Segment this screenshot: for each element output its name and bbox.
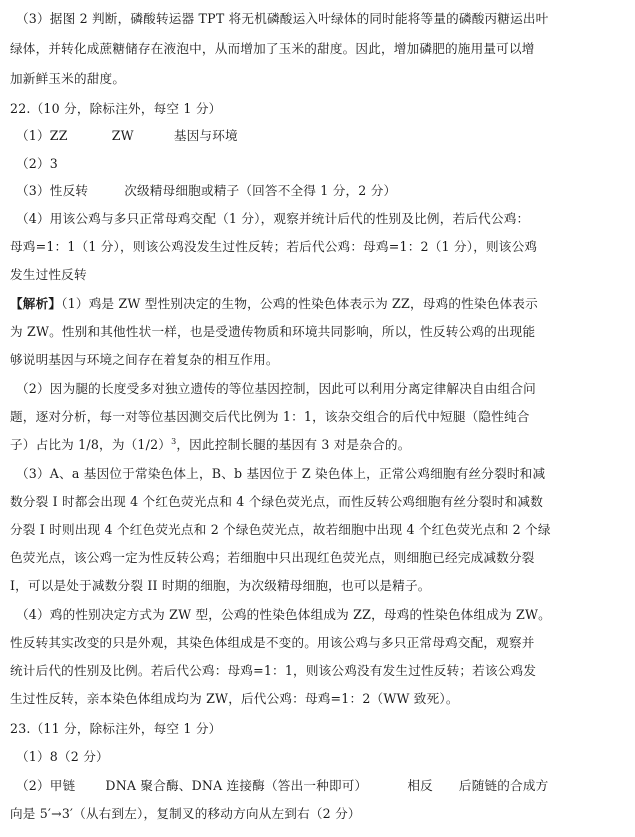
text-line: 分裂 I 时则出现 4 个红色荧光点和 2 个绿色荧光点，故若细胞中出现 4 个红色荧光点和 2 个绿: [10, 522, 551, 537]
text-line: 统计后代的性别及比例。若后代公鸡：母鸡=1：1，则该公鸡没有发生过性反转；若该公鸡发: [10, 663, 537, 678]
text-line: 生过性反转，亲本染色体组成均为 ZW，后代公鸡：母鸡=1：2（WW 致死）。: [10, 691, 459, 706]
question-22-heading: 22.（10 分，除标注外，每空 1 分）: [10, 101, 222, 116]
text-line: 为 ZW。性别和其他性状一样，也是受遗传物质和环境共同影响，所以，性反转公鸡的出现能: [10, 324, 536, 339]
analysis-text: （1）鸡是 ZW 型性别决定的生物，公鸡的性染色体表示为 ZZ，母鸡的性染色体表示: [61, 296, 538, 311]
answer-23-2-c: 相反: [407, 778, 433, 793]
text-line: 数分裂 I 时都会出现 4 个红色荧光点和 4 个绿色荧光点，而性反转公鸡细胞有丝分裂时和减数: [10, 494, 543, 509]
analysis-paragraph-1: [10, 295, 615, 313]
text-line: 性反转其实改变的只是外观，其染色体组成是不变的。用该公鸡与多只正常母鸡交配，观察并: [10, 635, 535, 650]
text-line: 母鸡=1：1（1 分），则该公鸡没发生过性反转；若后代公鸡：母鸡=1：2（1 分），则该公鸡: [10, 239, 538, 254]
text-line: （3）据图 2 判断，磷酸转运器 TPT 将无机磷酸运入叶绿体的同时能将等量的磷酸丙糖运出叶: [16, 11, 549, 26]
text-line: I，可以是处于减数分裂 II 时期的细胞，为次级精母细胞，也可以是精子。: [10, 578, 431, 593]
answer-22-3-b: 次级精母细胞或精子（回答不全得 1 分，2 分）: [124, 183, 397, 198]
answer-22-2: （2）3: [16, 156, 59, 171]
answer-22-1-b: ZW: [111, 128, 134, 143]
text-line: 色荧光点，该公鸡一定为性反转公鸡；若细胞中只出现红色荧光点，则细胞已经完成减数分裂: [10, 550, 535, 565]
text-segment: 子）占比为 1/8，为（1/2）: [10, 437, 172, 452]
analysis-paragraph-4: （4）鸡的性别决定方式为 ZW 型，公鸡的性染色体组成为 ZZ，母鸡的性染色体组成为 ZW。: [16, 607, 551, 622]
text-line: 题，逐对分析，每一对等位基因测交后代比例为 1：1，该杂交组合的后代中短腿（隐性纯合: [10, 409, 530, 424]
answer-23-1: （1）8（2 分）: [16, 749, 109, 764]
text-line: 绿体，并转化成蔗糖储存在液泡中，从而增加了玉米的甜度。因此，增加磷肥的施用量可以增: [10, 41, 535, 56]
text-line: 发生过性反转: [10, 267, 87, 282]
answer-22-4: （4）用该公鸡与多只正常母鸡交配（1 分），观察并统计后代的性别及比例，若后代公鸡：: [16, 211, 530, 226]
text-segment: ，因此控制长腿的基因有 3 对是杂合的。: [176, 437, 411, 452]
analysis-label: 【解析】: [10, 296, 62, 311]
text-line: 够说明基因与环境之间存在着复杂的相互作用。: [10, 352, 279, 367]
text-line: 加新鲜玉米的甜度。: [10, 71, 126, 86]
analysis-paragraph-3: （3）A、a 基因位于常染色体上，B、b 基因位于 Z 染色体上，正常公鸡细胞有丝分裂时和减: [16, 466, 546, 481]
answer-22-3: [16, 182, 621, 200]
answer-23-2-d: 后随链的合成方: [458, 778, 549, 793]
answer-23-2-b: DNA 聚合酶、DNA 连接酶（答出一种即可）: [105, 778, 368, 793]
answer-22-1-a: （1）ZZ: [16, 128, 68, 143]
analysis-paragraph-2: （2）因为腿的长度受多对独立遗传的等位基因控制，因此可以利用分离定律解决自由组合问: [16, 381, 536, 396]
answer-22-1-c: 基因与环境: [173, 128, 238, 143]
answer-22-3-a: （3）性反转: [16, 183, 89, 198]
superscript: 3: [171, 436, 177, 446]
answer-22-1: [16, 127, 621, 145]
text-line: [10, 436, 615, 454]
question-23-heading: 23.（11 分，除标注外，每空 1 分）: [10, 721, 222, 736]
answer-23-2: [16, 777, 621, 795]
text-line: 向是 5′→3′（从右到左），复制叉的移动方向从左到右（2 分）: [10, 806, 361, 821]
answer-23-2-a: （2）甲链: [16, 778, 76, 793]
